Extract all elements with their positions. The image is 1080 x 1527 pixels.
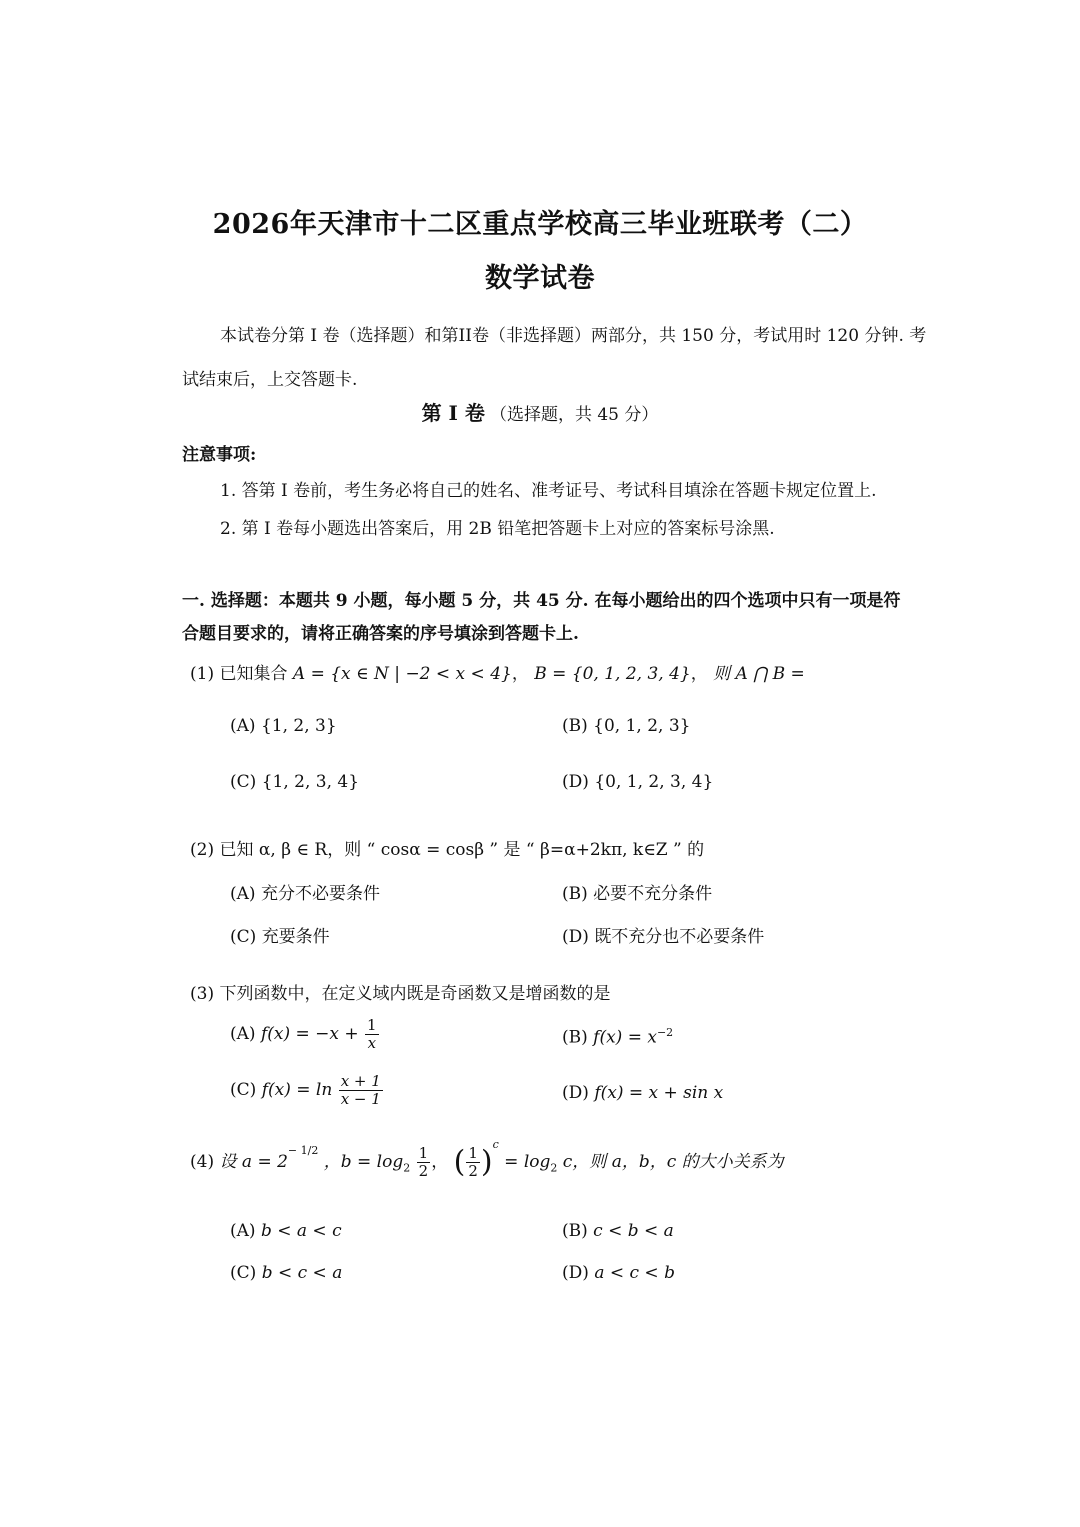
a-exponent: − 1/2 (287, 1144, 319, 1158)
option-label: (D) (562, 772, 589, 792)
option-label: (C) (230, 772, 257, 792)
section-heading (0, 397, 1080, 426)
question-3 (190, 979, 611, 1004)
option-expr: f(x) = −x + (260, 1024, 359, 1044)
a-definition: 设 a = 2 (219, 1152, 288, 1172)
option-value: 充分不必要条件 (260, 884, 380, 904)
option-c (230, 1074, 384, 1107)
option-b (562, 1221, 674, 1241)
option-value: {0, 1, 2, 3} (593, 716, 691, 736)
option-value: 必要不充分条件 (593, 884, 713, 904)
option-value: b < c < a (261, 1263, 343, 1283)
option-label: (B) (562, 1027, 588, 1048)
left-paren: ( (453, 1144, 466, 1180)
fraction-numerator: 1 (367, 1016, 377, 1034)
question-number: (3) (190, 984, 215, 1004)
part1-line-1: 一. 选择题：本题共 9 小题，每小题 5 分，共 45 分. 在每小题给出的四个选项中只有一项是符 (182, 591, 901, 611)
exam-title: 2026年天津市十二区重点学校高三毕业班联考（二） (212, 209, 868, 240)
question-text: 下列函数中，在定义域内既是奇函数又是增函数的是 (219, 984, 611, 1004)
c-log-base: 2 (550, 1161, 558, 1175)
fraction-denominator: x (367, 1034, 377, 1052)
question-ask: 则 A ⋂ B = (713, 664, 805, 684)
set-a: A = {x ∈ N | −2 < x < 4} (292, 664, 512, 684)
option-a (230, 1018, 380, 1051)
fraction-denominator: 2 (418, 1162, 429, 1180)
option-label: (C) (230, 927, 257, 947)
option-value: b < a < c (260, 1221, 342, 1241)
fraction (365, 1018, 379, 1051)
option-label: (D) (562, 927, 589, 947)
option-d (562, 1083, 723, 1103)
option-label: (D) (562, 1263, 589, 1283)
part1-line-2: 合题目要求的，请将正确答案的序号填涂到答题卡上. (182, 624, 579, 644)
exam-subtitle: 数学试卷 (485, 263, 595, 294)
option-c (230, 1263, 342, 1283)
fraction-half (466, 1146, 480, 1179)
option-value: c < b < a (593, 1221, 674, 1241)
b-definition: ，b = log (323, 1152, 404, 1172)
fraction-denominator: 2 (468, 1162, 478, 1180)
fraction-half (417, 1146, 431, 1179)
option-value: 充要条件 (261, 927, 330, 947)
option-label: (A) (230, 716, 256, 736)
option-label: (A) (230, 1221, 256, 1241)
option-value: 既不充分也不必要条件 (594, 927, 765, 947)
fraction (339, 1074, 383, 1107)
right-paren: ) (480, 1144, 493, 1180)
option-label: (B) (562, 1221, 588, 1241)
question-1: (1) 已知集合 A = {x ∈ N | −2 < x < 4}， B = {0, 1, 2, 3, 4}， 则 A ⋂ B = (190, 664, 805, 684)
option-d (562, 1263, 675, 1283)
intro-line-1: 本试卷分第 I 卷（选择题）和第II卷（非选择题）两部分，共 150 分，考试用时 120 分钟. 考 (220, 326, 927, 346)
option-c (230, 922, 330, 947)
question-4: (4) 设 $a = 2^{- 1/2}$ ，$b = \log_2$ $\frac{1}{2}$ ， ( $\frac{1}{2}$ )$^c = \log_2 c$，则 a，b，c 的大小关系为 (190, 1138, 784, 1180)
question-text: 已知 α, β ∈ R，则 “ cosα = cosβ ” 是 “ β=α+2kπ, k∈Z ” 的 (219, 840, 705, 860)
c-definition: = log (504, 1152, 551, 1172)
option-a (230, 879, 380, 904)
c-exponent: c (492, 1138, 499, 1152)
option-label: (C) (230, 1263, 257, 1283)
option-expr: f(x) = ln (261, 1080, 333, 1100)
option-value: a < c < b (594, 1263, 675, 1283)
option-a (230, 716, 337, 736)
option-label: (C) (230, 1080, 257, 1100)
notice-item-1: 1. 答第 I 卷前，考生务必将自己的姓名、准考证号、考试科目填涂在答题卡规定位置上. (220, 481, 877, 501)
option-a (230, 1221, 342, 1241)
option-b (562, 879, 712, 904)
question-ask: c，则 a，b，c 的大小关系为 (562, 1152, 784, 1172)
section-note: （选择题，共 45 分） (489, 405, 659, 425)
question-number: (4) (190, 1152, 215, 1172)
question-text: 已知集合 (219, 664, 288, 684)
notice-item-2: 2. 第 I 卷每小题选出答案后，用 2B 铅笔把答题卡上对应的答案标号涂黑. (220, 519, 775, 539)
option-exponent: −2 (656, 1026, 674, 1039)
option-label: (A) (230, 1024, 256, 1044)
question-number: (2) (190, 840, 215, 860)
option-d (562, 772, 713, 792)
fraction-denominator: x − 1 (340, 1090, 381, 1108)
option-b (562, 1026, 673, 1048)
option-value: {1, 2, 3} (260, 716, 337, 736)
option-value: {1, 2, 3, 4} (261, 772, 360, 792)
option-label: (A) (230, 884, 256, 904)
notice-title: 注意事项: (182, 445, 257, 465)
option-d (562, 922, 764, 947)
b-log-base: 2 (403, 1161, 411, 1175)
option-label: (B) (562, 884, 588, 904)
fraction-numerator: x + 1 (340, 1072, 381, 1090)
set-b: B = {0, 1, 2, 3, 4} (534, 664, 691, 684)
option-b (562, 716, 691, 736)
intro-line-2: 试结束后，上交答题卡. (182, 370, 358, 390)
option-c (230, 772, 359, 792)
fraction-numerator: 1 (468, 1144, 478, 1162)
option-value: {0, 1, 2, 3, 4} (594, 772, 714, 792)
option-value: f(x) = x + sin x (594, 1083, 724, 1103)
question-2 (190, 835, 704, 860)
option-label: (B) (562, 716, 588, 736)
option-label: (D) (562, 1083, 589, 1103)
fraction-numerator: 1 (418, 1144, 429, 1162)
section-label: 第 I 卷 (421, 401, 485, 425)
option-expr: f(x) = x (593, 1027, 657, 1048)
question-number: (1) (190, 664, 215, 684)
